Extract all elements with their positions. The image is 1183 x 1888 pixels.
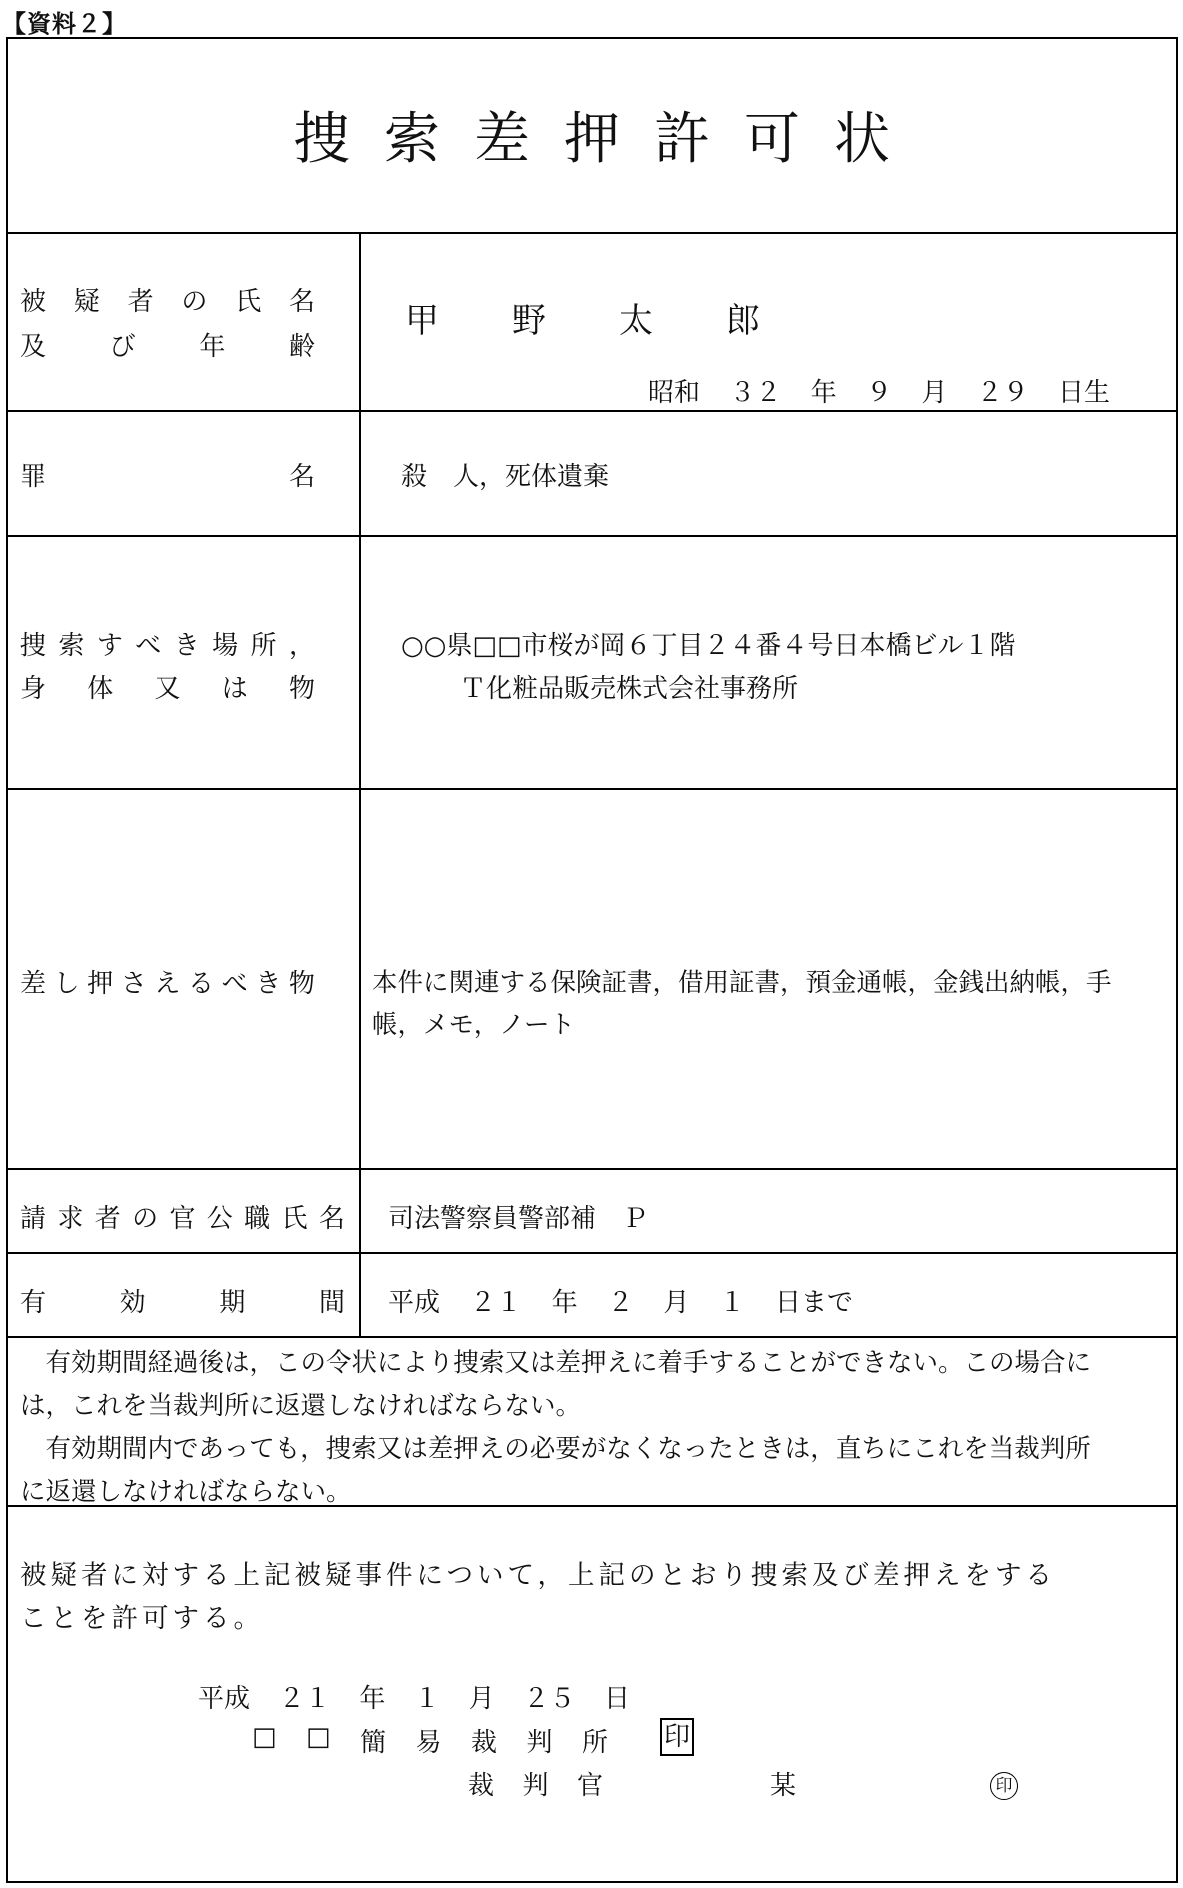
divider (6, 232, 1178, 234)
notice-line2: は，これを当裁判所に返還しなければならない。 (20, 1391, 582, 1421)
divider (6, 410, 1178, 412)
court-name: □ □ 簡 易 裁 判 所 (252, 1722, 608, 1758)
judge-title: 裁 判 官 (468, 1771, 603, 1801)
crime-label: 罪 名 (20, 462, 315, 492)
judge-name: 某 (770, 1771, 797, 1801)
divider (6, 1252, 1178, 1254)
items-value-line2: 帳，メモ，ノート (372, 1010, 575, 1040)
document-label: 【資料２】 (2, 10, 127, 38)
place-label-line2: 身 体 又 は 物 (20, 674, 315, 704)
notice-line3: 有効期間内であっても，捜索又は差押えの必要がなくなったときは，直ちにこれを当裁判所 (20, 1434, 1091, 1464)
judge-seal-stamp: 印 (990, 1768, 1018, 1800)
requester-label: 請 求 者 の 官 公 職 氏 名 (20, 1204, 345, 1234)
notice-line1: 有効期間経過後は，この令状により捜索又は差押えに着手することができない。この場合に (20, 1348, 1092, 1378)
place-value-line2: Ｔ化粧品販売株式会社事務所 (460, 674, 799, 704)
validity-value: 平成 ２１ 年 ２ 月 １ 日まで (388, 1288, 853, 1318)
permission-line2: ことを許可する。 (20, 1603, 264, 1634)
place-label-line1: 捜 索 す べ き 場 所 ， (20, 631, 315, 661)
divider (6, 1168, 1178, 1170)
permission-line1: 被疑者に対する上記被疑事件について，上記のとおり捜索及び差押えをする (20, 1560, 1056, 1591)
items-value-line1: 本件に関連する保険証書，借用証書，預金通帳，金銭出納帳，手 (372, 968, 1112, 998)
divider (6, 1336, 1178, 1338)
crime-value: 殺 人，死体遺棄 (401, 462, 610, 492)
issue-date: 平成 ２１ 年 １ 月 ２５ 日 (198, 1684, 630, 1714)
items-label: 差 し 押 さ え る べ き 物 (20, 969, 315, 999)
requester-value: 司法警察員警部補 Ｐ (388, 1204, 649, 1234)
divider (6, 788, 1178, 790)
warrant-title: 捜索差押許可状 (294, 106, 924, 172)
validity-label: 有 効 期 間 (20, 1288, 345, 1318)
divider (6, 535, 1178, 537)
suspect-birthdate: 昭和 ３２ 年 ９ 月 ２９ 日生 (648, 378, 1110, 408)
court-seal-stamp: 印 (660, 1718, 694, 1756)
notice-line4: に返還しなければならない。 (20, 1477, 352, 1507)
suspect-label-line1: 被 疑 者 の 氏 名 (20, 287, 315, 317)
suspect-label-line2: 及 び 年 齢 (20, 332, 315, 362)
suspect-name: 甲 野 太 郎 (405, 301, 760, 341)
column-divider (359, 232, 361, 1336)
place-value-line1: ○○県□□市桜が岡６丁目２４番４号日本橋ビル１階 (401, 631, 1016, 661)
